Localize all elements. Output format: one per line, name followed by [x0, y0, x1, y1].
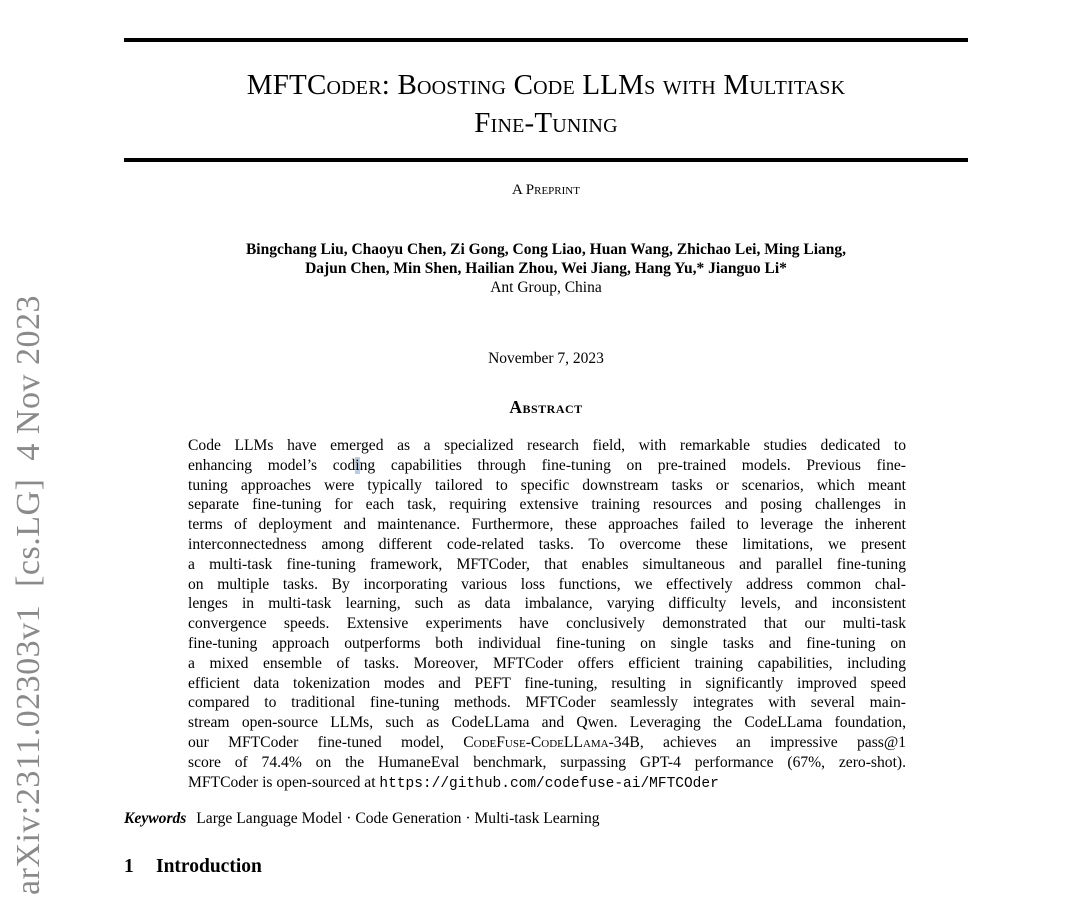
preprint-label: A Preprint [512, 182, 580, 198]
paper-title-line-2: Fine-Tuning [474, 107, 618, 139]
section-number: 1 [124, 856, 134, 877]
section-heading-introduction [124, 856, 262, 878]
abstract-text: , achieves an impressive pass@1 [639, 733, 906, 751]
abstract-line: tuning approaches were typically tailored to specific downstream tasks or scenarios, which meant [188, 476, 906, 494]
author-line-2: Dajun Chen, Min Shen, Hailian Zhou, Wei Jiang, Hang Yu,* Jianguo Li* [305, 260, 787, 277]
abstract-text: MFTCoder is open-sourced at [188, 773, 380, 791]
section-title: Introduction [156, 856, 262, 877]
abstract-line: stream open-source LLMs, such as CodeLLama and Qwen. Leveraging the CodeLLama foundation, [188, 714, 906, 732]
publication-date: November 7, 2023 [488, 350, 604, 367]
title-bottom-rule [124, 158, 968, 162]
abstract-line: convergence speeds. Extensive experiments have conclusively demonstrated that our multi-task [188, 615, 906, 633]
arxiv-identifier-stamp: arXiv:2311.02303v1 [cs.LG] 4 Nov 2023 [10, 295, 47, 895]
abstract-body[interactable] [188, 436, 906, 792]
keywords-label: Keywords [124, 810, 187, 827]
abstract-heading: Abstract [509, 397, 583, 417]
model-name: CodeFuse-CodeLLama-34B [463, 733, 640, 751]
abstract-line: score of 74.4% on the HumaneEval benchmark, surpassing GPT-4 performance (67%, zero-shot). [188, 753, 906, 771]
abstract-line: terms of deployment and maintenance. Furthermore, these approaches failed to leverage the inherent [188, 516, 906, 534]
text-cursor-highlight: i [355, 456, 360, 474]
abstract-line: efficient data tokenization modes and PEFT fine-tuning, resulting in significantly improved speed [188, 674, 906, 692]
abstract-line: a mixed ensemble of tasks. Moreover, MFTCoder offers efficient training capabilities, including [188, 654, 906, 672]
keywords-text: Large Language Model · Code Generation · Multi-task Learning [196, 810, 600, 827]
abstract-line: on multiple tasks. By incorporating various loss functions, we effectively address common chal- [188, 575, 906, 593]
abstract-line: enhancing model’s coding capabilities through fine-tuning on pre-trained models. Previous fine- [188, 456, 906, 474]
abstract-line [188, 773, 906, 793]
abstract-line: separate fine-tuning for each task, requiring extensive training resources and posing challenges in [188, 496, 906, 514]
paper-title-line-1: MFTCoder: Boosting Code LLMs with Multitask [246, 69, 846, 101]
keywords [124, 810, 600, 828]
abstract-line: compared to traditional fine-tuning methods. MFTCoder seamlessly integrates with several main- [188, 694, 906, 712]
abstract-line: interconnectedness among different code-related tasks. To overcome these limitations, we present [188, 535, 906, 553]
paper-title [124, 66, 968, 142]
abstract-text: our MFTCoder fine-tuned model, [188, 733, 464, 751]
abstract-line: a multi-task fine-tuning framework, MFTCoder, that enables simultaneous and parallel fine-tuning [188, 555, 906, 573]
abstract-line [188, 733, 906, 753]
affiliation: Ant Group, China [490, 279, 602, 296]
title-top-rule [124, 38, 968, 42]
github-link[interactable]: https://github.com/codefuse-ai/MFTCOder [379, 775, 719, 792]
abstract-line: lenges in multi-task learning, such as data imbalance, varying difficulty levels, and inconsistent [188, 595, 906, 613]
author-line-1: Bingchang Liu, Chaoyu Chen, Zi Gong, Cong Liao, Huan Wang, Zhichao Lei, Ming Liang, [245, 241, 847, 258]
author-list [124, 240, 968, 278]
abstract-line: Code LLMs have emerged as a specialized research field, with remarkable studies dedicated to [188, 437, 906, 454]
abstract-line: fine-tuning approach outperforms both individual fine-tuning on single tasks and fine-tuning on [188, 634, 906, 652]
